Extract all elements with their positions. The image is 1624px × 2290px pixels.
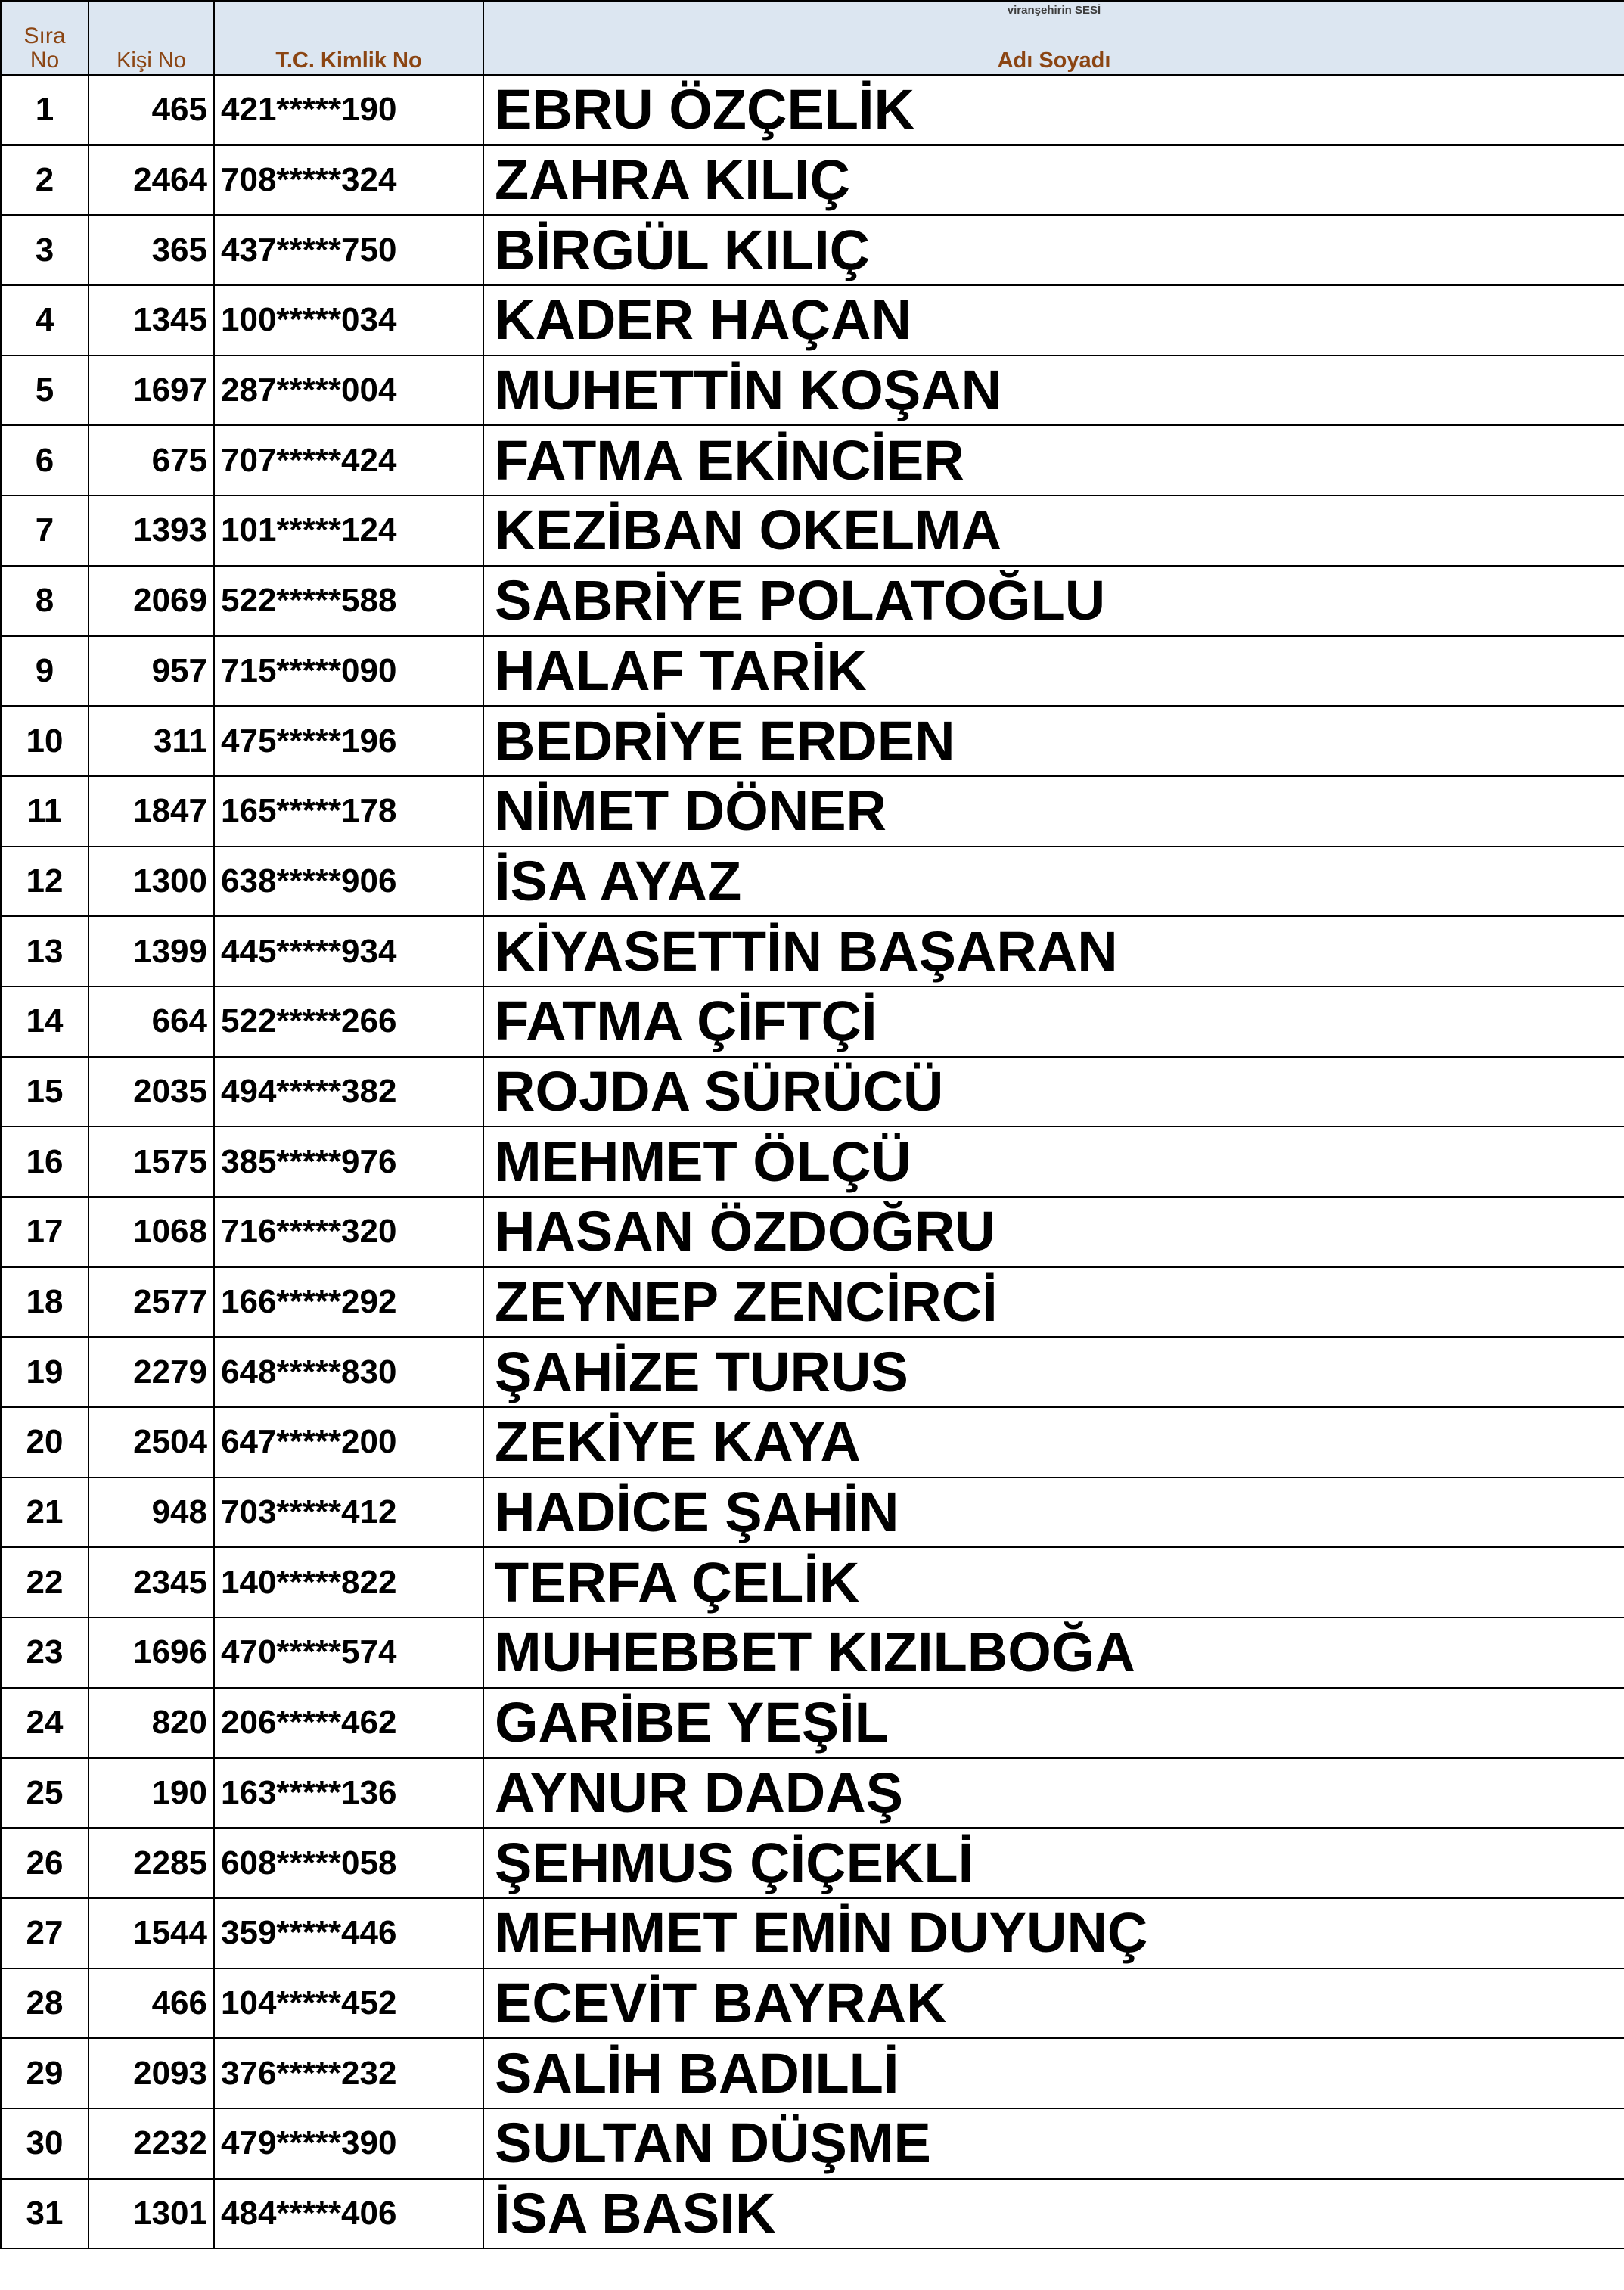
- table-row: [1, 706, 1624, 776]
- kisi-no-cell: 2285: [88, 1828, 214, 1898]
- adi-soyadi-cell: ŞEHMUS ÇİÇEKLİ: [483, 1828, 1624, 1898]
- tc-kimlik-cell: 494*****382: [214, 1057, 483, 1127]
- kisi-no-cell: 2035: [88, 1057, 214, 1127]
- table-row: [1, 1547, 1624, 1617]
- kisi-no-cell: 675: [88, 425, 214, 496]
- adi-soyadi-cell: ZAHRA KILIÇ: [483, 145, 1624, 216]
- tc-kimlik-cell: 716*****320: [214, 1197, 483, 1267]
- table-row: [1, 1057, 1624, 1127]
- table-row: [1, 2179, 1624, 2249]
- kisi-no-cell: 1393: [88, 496, 214, 566]
- kisi-no-cell: 1300: [88, 847, 214, 917]
- table-row: [1, 1477, 1624, 1548]
- adi-soyadi-cell: BEDRİYE ERDEN: [483, 706, 1624, 776]
- table-row: [1, 215, 1624, 285]
- watermark-text: viranşehirin SESİ: [1007, 4, 1101, 17]
- adi-soyadi-cell: HADİCE ŞAHİN: [483, 1477, 1624, 1548]
- table-row: [1, 1407, 1624, 1477]
- adi-soyadi-cell: MUHETTİN KOŞAN: [483, 356, 1624, 426]
- header-tc-label: T.C. Kimlik No: [275, 48, 422, 73]
- sira-no-cell: 23: [1, 1617, 88, 1688]
- sira-no-cell: 15: [1, 1057, 88, 1127]
- tc-kimlik-cell: 484*****406: [214, 2179, 483, 2249]
- sira-no-cell: 20: [1, 1407, 88, 1477]
- sira-no-cell: 16: [1, 1126, 88, 1197]
- sira-no-cell: 25: [1, 1758, 88, 1829]
- adi-soyadi-cell: ZEKİYE KAYA: [483, 1407, 1624, 1477]
- adi-soyadi-cell: KİYASETTİN BAŞARAN: [483, 916, 1624, 987]
- tc-kimlik-cell: 522*****266: [214, 987, 483, 1057]
- kisi-no-cell: 820: [88, 1688, 214, 1758]
- tc-kimlik-cell: 475*****196: [214, 706, 483, 776]
- sira-no-cell: 27: [1, 1898, 88, 1968]
- sira-no-cell: 17: [1, 1197, 88, 1267]
- table-row: [1, 75, 1624, 145]
- tc-kimlik-cell: 437*****750: [214, 215, 483, 285]
- adi-soyadi-cell: İSA AYAZ: [483, 847, 1624, 917]
- sira-no-cell: 3: [1, 215, 88, 285]
- adi-soyadi-cell: ROJDA SÜRÜCÜ: [483, 1057, 1624, 1127]
- kisi-no-cell: 1696: [88, 1617, 214, 1688]
- sira-no-cell: 29: [1, 2038, 88, 2108]
- kisi-no-cell: 2504: [88, 1407, 214, 1477]
- adi-soyadi-cell: SABRİYE POLATOĞLU: [483, 566, 1624, 636]
- header-sira-no: [1, 1, 88, 75]
- adi-soyadi-cell: KADER HAÇAN: [483, 285, 1624, 356]
- adi-soyadi-cell: TERFA ÇELİK: [483, 1547, 1624, 1617]
- sira-no-cell: 14: [1, 987, 88, 1057]
- kisi-no-cell: 2345: [88, 1547, 214, 1617]
- sira-no-cell: 2: [1, 145, 88, 216]
- tc-kimlik-cell: 359*****446: [214, 1898, 483, 1968]
- tc-kimlik-cell: 715*****090: [214, 636, 483, 707]
- sira-no-cell: 22: [1, 1547, 88, 1617]
- kisi-no-cell: 311: [88, 706, 214, 776]
- table-row: [1, 496, 1624, 566]
- adi-soyadi-cell: FATMA EKİNCİER: [483, 425, 1624, 496]
- sira-no-cell: 24: [1, 1688, 88, 1758]
- sira-no-cell: 18: [1, 1267, 88, 1338]
- sira-no-cell: 28: [1, 1968, 88, 2039]
- table-row: [1, 425, 1624, 496]
- kisi-no-cell: 1345: [88, 285, 214, 356]
- adi-soyadi-cell: AYNUR DADAŞ: [483, 1758, 1624, 1829]
- tc-kimlik-cell: 703*****412: [214, 1477, 483, 1548]
- table-row: [1, 1828, 1624, 1898]
- sira-no-cell: 10: [1, 706, 88, 776]
- tc-kimlik-cell: 376*****232: [214, 2038, 483, 2108]
- kisi-no-cell: 1544: [88, 1898, 214, 1968]
- kisi-no-cell: 2069: [88, 566, 214, 636]
- header-sira-line2: No: [29, 48, 60, 73]
- adi-soyadi-cell: HASAN ÖZDOĞRU: [483, 1197, 1624, 1267]
- table-row: [1, 145, 1624, 216]
- sira-no-cell: 31: [1, 2179, 88, 2249]
- header-adi-soyadi: [483, 1, 1624, 75]
- tc-kimlik-cell: 608*****058: [214, 1828, 483, 1898]
- table-row: [1, 1758, 1624, 1829]
- sira-no-cell: 11: [1, 776, 88, 847]
- table-body: [1, 75, 1624, 2248]
- kisi-no-cell: 1697: [88, 356, 214, 426]
- tc-kimlik-cell: 100*****034: [214, 285, 483, 356]
- tc-kimlik-cell: 163*****136: [214, 1758, 483, 1829]
- adi-soyadi-cell: MUHEBBET KIZILBOĞA: [483, 1617, 1624, 1688]
- table-row: [1, 1688, 1624, 1758]
- adi-soyadi-cell: ZEYNEP ZENCİRCİ: [483, 1267, 1624, 1338]
- kisi-no-cell: 1575: [88, 1126, 214, 1197]
- header-row: [1, 1, 1624, 75]
- kisi-no-cell: 190: [88, 1758, 214, 1829]
- tc-kimlik-cell: 638*****906: [214, 847, 483, 917]
- kisi-no-cell: 1399: [88, 916, 214, 987]
- adi-soyadi-cell: SALİH BADILLİ: [483, 2038, 1624, 2108]
- table-row: [1, 636, 1624, 707]
- kisi-no-cell: 948: [88, 1477, 214, 1548]
- table-row: [1, 1126, 1624, 1197]
- kisi-no-cell: 1068: [88, 1197, 214, 1267]
- kisi-no-cell: 465: [88, 75, 214, 145]
- sira-no-cell: 9: [1, 636, 88, 707]
- kisi-no-cell: 2577: [88, 1267, 214, 1338]
- sira-no-cell: 7: [1, 496, 88, 566]
- kisi-no-cell: 2093: [88, 2038, 214, 2108]
- table-row: [1, 1898, 1624, 1968]
- tc-kimlik-cell: 166*****292: [214, 1267, 483, 1338]
- tc-kimlik-cell: 206*****462: [214, 1688, 483, 1758]
- table-row: [1, 916, 1624, 987]
- sira-no-cell: 6: [1, 425, 88, 496]
- adi-soyadi-cell: İSA BASIK: [483, 2179, 1624, 2249]
- kisi-no-cell: 2279: [88, 1337, 214, 1407]
- tc-kimlik-cell: 707*****424: [214, 425, 483, 496]
- tc-kimlik-cell: 165*****178: [214, 776, 483, 847]
- adi-soyadi-cell: HALAF TARİK: [483, 636, 1624, 707]
- table-row: [1, 1267, 1624, 1338]
- tc-kimlik-cell: 385*****976: [214, 1126, 483, 1197]
- tc-kimlik-cell: 104*****452: [214, 1968, 483, 2039]
- sira-no-cell: 1: [1, 75, 88, 145]
- adi-soyadi-cell: GARİBE YEŞİL: [483, 1688, 1624, 1758]
- sira-no-cell: 19: [1, 1337, 88, 1407]
- adi-soyadi-cell: MEHMET EMİN DUYUNÇ: [483, 1898, 1624, 1968]
- header-name-label: Adı Soyadı: [997, 48, 1111, 73]
- adi-soyadi-cell: MEHMET ÖLÇÜ: [483, 1126, 1624, 1197]
- header-kisi-no: [88, 1, 214, 75]
- sira-no-cell: 21: [1, 1477, 88, 1548]
- adi-soyadi-cell: BİRGÜL KILIÇ: [483, 215, 1624, 285]
- adi-soyadi-cell: KEZİBAN OKELMA: [483, 496, 1624, 566]
- tc-kimlik-cell: 445*****934: [214, 916, 483, 987]
- table-row: [1, 1617, 1624, 1688]
- table-row: [1, 776, 1624, 847]
- sira-no-cell: 13: [1, 916, 88, 987]
- adi-soyadi-cell: SULTAN DÜŞME: [483, 2108, 1624, 2179]
- table-row: [1, 566, 1624, 636]
- header-tc-kimlik: [214, 1, 483, 75]
- header-sira-line1: Sıra: [23, 23, 66, 48]
- adi-soyadi-cell: ŞAHİZE TURUS: [483, 1337, 1624, 1407]
- kisi-no-cell: 2232: [88, 2108, 214, 2179]
- adi-soyadi-cell: NİMET DÖNER: [483, 776, 1624, 847]
- table-row: [1, 847, 1624, 917]
- table-row: [1, 285, 1624, 356]
- table-row: [1, 1197, 1624, 1267]
- kisi-no-cell: 466: [88, 1968, 214, 2039]
- sira-no-cell: 12: [1, 847, 88, 917]
- tc-kimlik-cell: 101*****124: [214, 496, 483, 566]
- table-row: [1, 356, 1624, 426]
- tc-kimlik-cell: 647*****200: [214, 1407, 483, 1477]
- adi-soyadi-cell: ECEVİT BAYRAK: [483, 1968, 1624, 2039]
- kisi-no-cell: 1847: [88, 776, 214, 847]
- sira-no-cell: 30: [1, 2108, 88, 2179]
- sira-no-cell: 8: [1, 566, 88, 636]
- table-row: [1, 1337, 1624, 1407]
- tc-kimlik-cell: 708*****324: [214, 145, 483, 216]
- table-row: [1, 2038, 1624, 2108]
- kisi-no-cell: 365: [88, 215, 214, 285]
- adi-soyadi-cell: FATMA ÇİFTÇİ: [483, 987, 1624, 1057]
- tc-kimlik-cell: 287*****004: [214, 356, 483, 426]
- sira-no-cell: 26: [1, 1828, 88, 1898]
- tc-kimlik-cell: 421*****190: [214, 75, 483, 145]
- tc-kimlik-cell: 479*****390: [214, 2108, 483, 2179]
- tc-kimlik-cell: 648*****830: [214, 1337, 483, 1407]
- tc-kimlik-cell: 522*****588: [214, 566, 483, 636]
- adi-soyadi-cell: EBRU ÖZÇELİK: [483, 75, 1624, 145]
- header-kisi-label: Kişi No: [116, 48, 186, 73]
- tc-kimlik-cell: 140*****822: [214, 1547, 483, 1617]
- sira-no-cell: 5: [1, 356, 88, 426]
- kisi-no-cell: 2464: [88, 145, 214, 216]
- table-row: [1, 1968, 1624, 2039]
- kisi-no-cell: 664: [88, 987, 214, 1057]
- kisi-no-cell: 1301: [88, 2179, 214, 2249]
- kisi-no-cell: 957: [88, 636, 214, 707]
- table-row: [1, 2108, 1624, 2179]
- table-row: [1, 987, 1624, 1057]
- sira-no-cell: 4: [1, 285, 88, 356]
- tc-kimlik-cell: 470*****574: [214, 1617, 483, 1688]
